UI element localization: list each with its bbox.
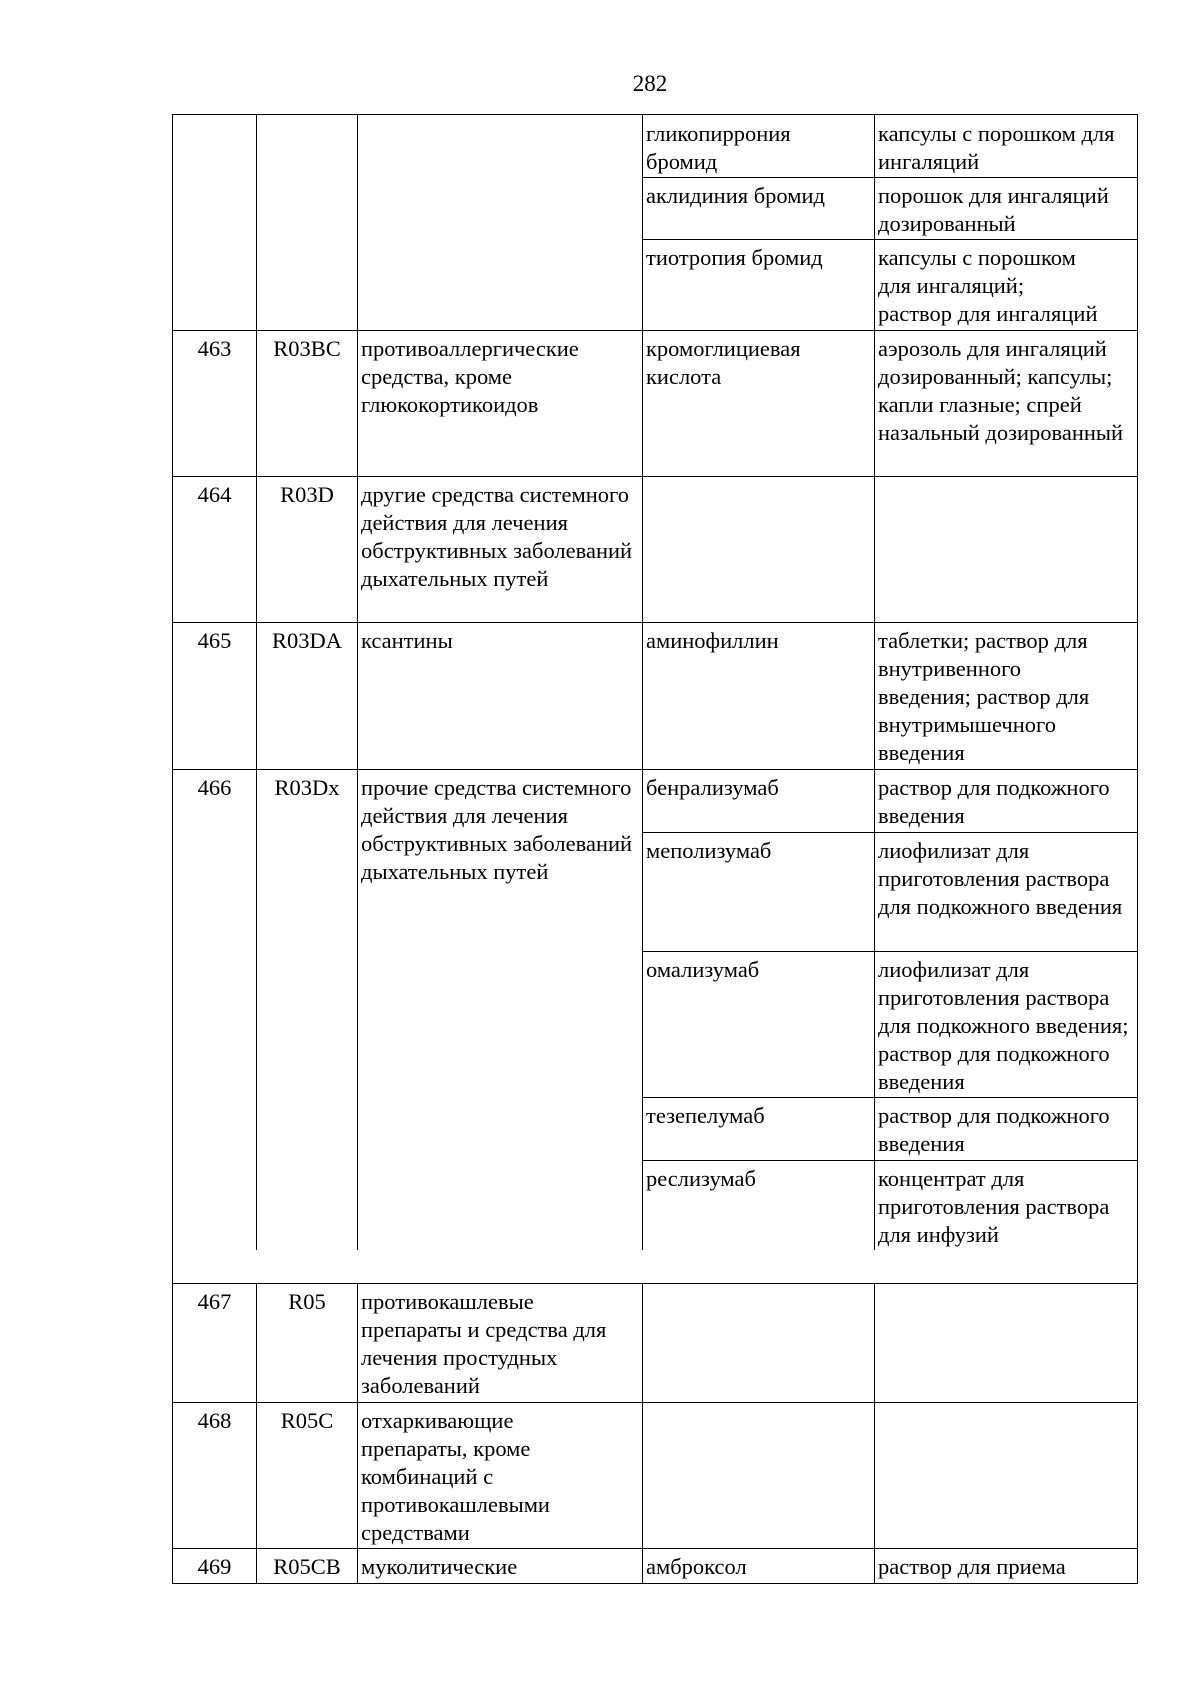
- table-rule: [172, 622, 1138, 623]
- row-number: 465: [197, 628, 232, 653]
- table-rule: [642, 1160, 1138, 1161]
- table-rule: [642, 239, 1138, 240]
- dosage-form: таблетки; раствор для внутривенного введения; раствор для внутримышечного введения: [878, 628, 1090, 765]
- table-rule: [357, 1283, 358, 1583]
- table-rule: [172, 1402, 1138, 1403]
- atc-code: R03Dx: [274, 775, 340, 800]
- row-number: 469: [197, 1554, 232, 1579]
- row-number: 463: [197, 336, 232, 361]
- atc-code: R03BC: [273, 336, 341, 361]
- dosage-form: аэрозоль для ингаляций дозированный; капсулы; капли глазные; спрей назальный дозированный: [878, 336, 1124, 445]
- table-rule: [642, 1097, 1138, 1098]
- table-rule: [256, 114, 257, 1250]
- table-rule: [172, 1583, 1138, 1584]
- drug-name: тиотропия бромид: [646, 245, 823, 270]
- dosage-form: раствор для подкожного введения: [878, 775, 1110, 828]
- table-rule: [642, 951, 1138, 952]
- drug-group: другие средства системного действия для лечения обструктивных заболеваний дыхательных путей: [361, 482, 633, 591]
- drug-name: аминофиллин: [646, 628, 779, 653]
- drug-name: кромоглициевая кислота: [646, 336, 801, 389]
- row-number: 466: [197, 775, 232, 800]
- table-rule: [172, 769, 1138, 770]
- table-rule: [172, 1283, 1138, 1284]
- dosage-form: концентрат для приготовления раствора для инфузий: [878, 1166, 1110, 1247]
- atc-code: R05CB: [273, 1554, 341, 1579]
- page-number: 282: [632, 71, 668, 96]
- drug-group: ксантины: [361, 628, 453, 653]
- dosage-form: капсулы с порошком для ингаляций; раствор для ингаляций: [878, 245, 1098, 326]
- dosage-form: лиофилизат для приготовления раствора для подкожного введения; раствор для подкожного введения: [878, 957, 1129, 1094]
- table-rule: [172, 476, 1138, 477]
- drug-name: меполизумаб: [646, 838, 772, 863]
- table-rule: [642, 177, 1138, 178]
- table-rule: [357, 114, 358, 1250]
- drug-group: противоаллергические средства, кроме глюкокортикоидов: [361, 336, 579, 417]
- table-rule: [172, 114, 1138, 115]
- drug-name: бенрализумаб: [646, 775, 779, 800]
- drug-name: омализумаб: [646, 957, 760, 982]
- table-rule: [642, 114, 643, 1250]
- atc-code: R05C: [280, 1408, 334, 1433]
- table-rule: [1137, 114, 1138, 1583]
- dosage-form: порошок для ингаляций дозированный: [878, 183, 1109, 236]
- drug-group: противокашлевые препараты и средства для лечения простудных заболеваний: [361, 1289, 607, 1398]
- dosage-form: раствор для подкожного введения: [878, 1103, 1110, 1156]
- table-rule: [172, 330, 1138, 331]
- drug-name: аклидиния бромид: [646, 183, 825, 208]
- dosage-form: капсулы с порошком для ингаляций: [878, 121, 1115, 174]
- atc-code: R03DA: [271, 628, 342, 653]
- drug-name: тезепелумаб: [646, 1103, 765, 1128]
- atc-code: R05: [288, 1289, 326, 1314]
- dosage-form: раствор для приема: [878, 1554, 1066, 1579]
- table-rule: [172, 1548, 1138, 1549]
- table-rule: [642, 1283, 643, 1583]
- table-rule: [642, 832, 1138, 833]
- row-number: 468: [197, 1408, 232, 1433]
- row-number: 464: [197, 482, 232, 507]
- drug-group: прочие средства системного действия для лечения обструктивных заболеваний дыхательных путей: [361, 775, 633, 884]
- table-rule: [874, 114, 875, 1250]
- table-rule: [874, 1283, 875, 1583]
- drug-name: амброксол: [646, 1554, 747, 1579]
- drug-name: реслизумаб: [646, 1166, 756, 1191]
- row-number: 467: [197, 1289, 232, 1314]
- atc-code: R03D: [280, 482, 334, 507]
- drug-name: гликопиррония бромид: [646, 121, 791, 174]
- drug-group: муколитические: [361, 1554, 518, 1579]
- dosage-form: лиофилизат для приготовления раствора для подкожного введения: [878, 838, 1123, 919]
- drug-group: отхаркивающие препараты, кроме комбинаций с противокашлевыми средствами: [361, 1408, 550, 1545]
